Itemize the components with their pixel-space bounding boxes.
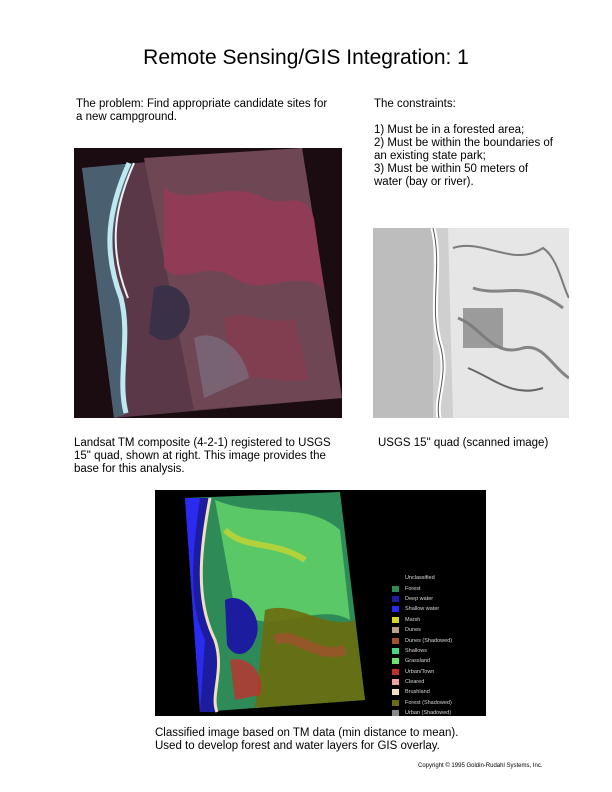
legend-label: Forest xyxy=(405,585,421,592)
legend-swatch xyxy=(392,700,399,706)
legend-item xyxy=(392,604,484,614)
legend-item xyxy=(392,656,484,666)
legend-swatch xyxy=(392,617,399,623)
legend-label: Urban (Shadowed) xyxy=(405,710,452,717)
legend-swatch xyxy=(392,679,399,685)
legend-swatch xyxy=(392,627,399,633)
legend-label: Marsh xyxy=(405,616,421,623)
copyright-notice: Copyright © 1995 Goldin-Rudahl Systems, Inc. xyxy=(418,763,543,769)
legend-label: Dunes (Shadowed) xyxy=(405,637,453,644)
landsat-composite-image xyxy=(74,148,342,418)
legend-item xyxy=(392,635,484,645)
legend-item xyxy=(392,583,484,593)
legend-swatch xyxy=(392,586,399,592)
legend-swatch xyxy=(392,669,399,675)
classified-caption: Classified image based on TM data (min distance to mean). Used to develop forest and water layers for GIS overlay. xyxy=(155,727,459,752)
legend-swatch xyxy=(392,606,399,612)
legend-swatch xyxy=(392,638,399,644)
legend-item xyxy=(392,573,484,583)
legend-label: Grassland xyxy=(405,658,431,665)
legend-swatch xyxy=(392,710,399,716)
constraints-list: The constraints: 1) Must be in a forested area; 2) Must be within the boundaries of an existing state park; 3) Must be within 50 meters of water (bay or river). xyxy=(374,98,553,188)
legend-swatch xyxy=(392,575,399,581)
legend-label: Forest (Shadowed) xyxy=(405,699,452,706)
page-title: Remote Sensing/GIS Integration: 1 xyxy=(143,46,469,69)
legend-item xyxy=(392,677,484,687)
legend-label: Dunes xyxy=(405,627,421,634)
legend-item xyxy=(392,698,484,708)
legend-item xyxy=(392,687,484,697)
legend-item xyxy=(392,615,484,625)
landsat-caption: Landsat TM composite (4-2-1) registered to USGS 15" quad, shown at right. This image provides the base for this analysis. xyxy=(74,437,331,475)
legend-label: Shallows xyxy=(405,647,428,654)
legend-swatch xyxy=(392,596,399,602)
legend-item xyxy=(392,646,484,656)
legend-swatch xyxy=(392,658,399,664)
legend-label: Unclassified xyxy=(405,575,435,582)
legend-item xyxy=(392,708,484,718)
problem-statement: The problem: Find appropriate candidate sites for a new campground. xyxy=(76,98,328,123)
legend-label: Urban/Town xyxy=(405,668,435,675)
quad-caption: USGS 15" quad (scanned image) xyxy=(378,437,549,449)
usgs-quad-image xyxy=(373,228,569,418)
legend-item xyxy=(392,667,484,677)
legend-item xyxy=(392,625,484,635)
classification-legend xyxy=(392,573,484,718)
legend-label: Brushland xyxy=(405,689,430,696)
legend-item xyxy=(392,594,484,604)
legend-swatch xyxy=(392,689,399,695)
legend-label: Cleared xyxy=(405,679,425,686)
legend-swatch xyxy=(392,648,399,654)
legend-label: Deep water xyxy=(405,595,434,602)
legend-label: Shallow water xyxy=(405,606,440,613)
